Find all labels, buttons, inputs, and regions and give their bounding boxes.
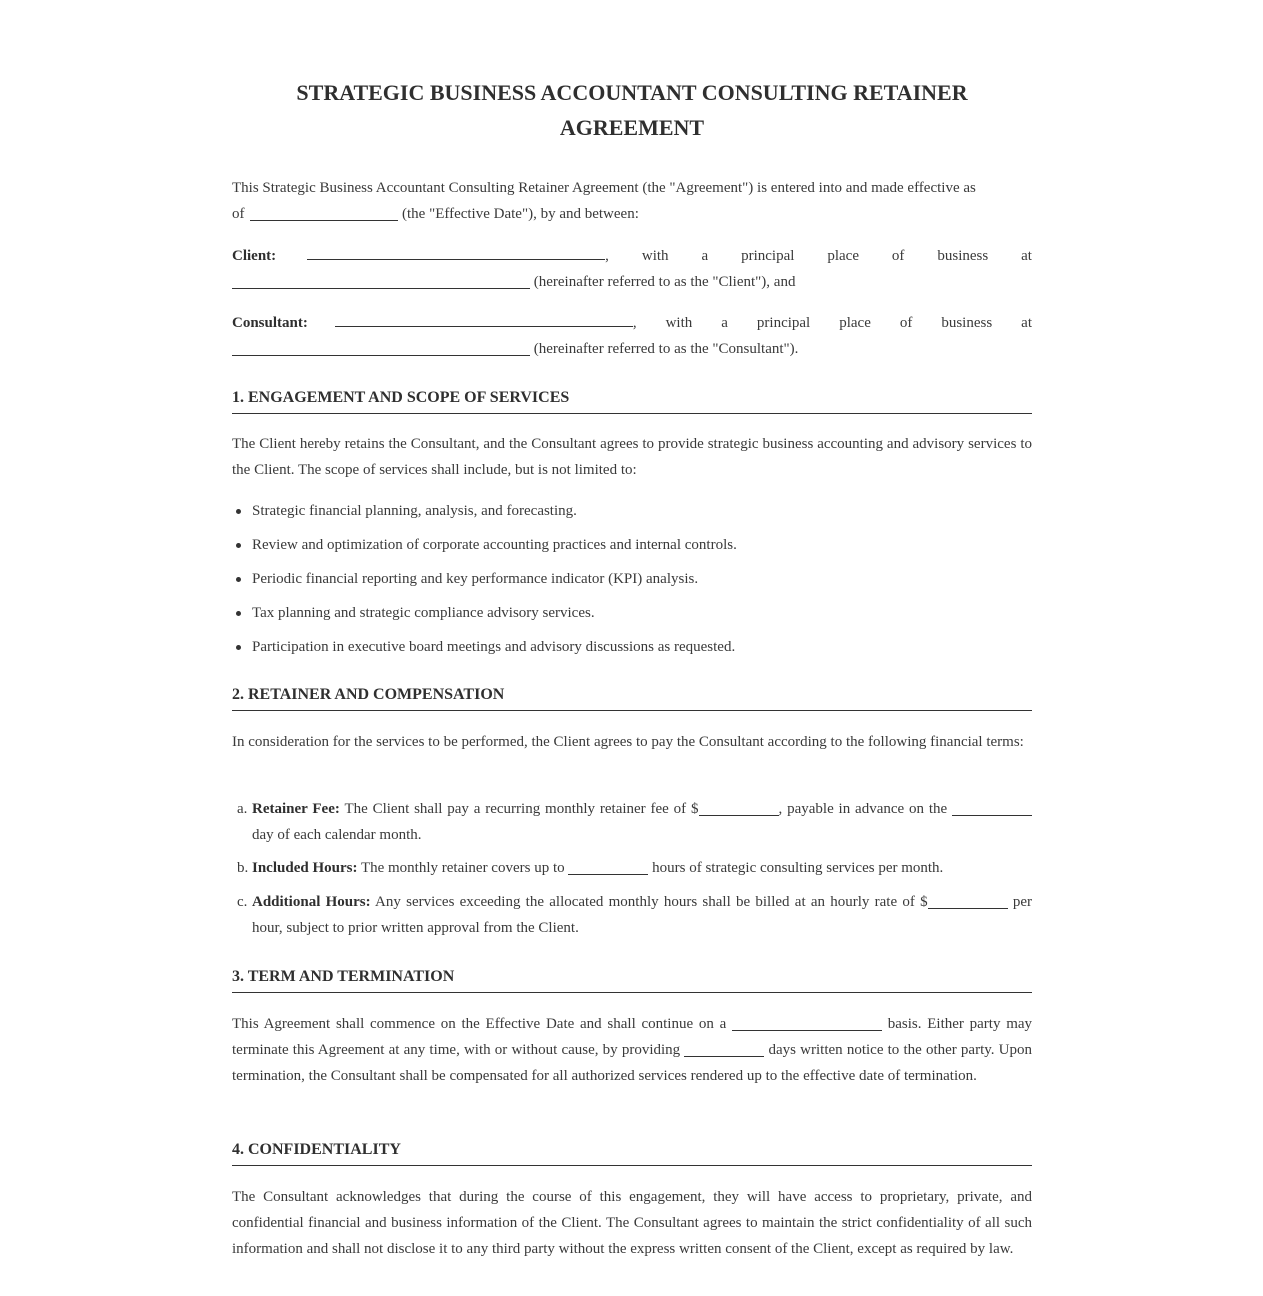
section-3-body xyxy=(232,1011,1032,1089)
item-marker: b. xyxy=(237,860,249,876)
consultant-name-blank[interactable] xyxy=(335,309,633,327)
consultant-block xyxy=(232,309,1032,362)
intro-text-c: (the "Effective Date"), by and between: xyxy=(402,206,639,222)
client-word-5: of xyxy=(891,248,905,264)
term-text-b: basis. Either party may terminate this Agreement at any time, with or without cause, by providing xyxy=(232,1016,1033,1058)
section-1-body: The Client hereby retains the Consultant, and the Consultant agrees to provide strategic business accounting and advisory services to the Client. The scope of services shall include, but is not limited to: xyxy=(232,436,1032,478)
consultant-address-blank[interactable] xyxy=(232,338,530,356)
client-block xyxy=(232,242,1032,295)
list-item xyxy=(232,566,1032,600)
additional-hours-text-a: Any services exceeding the allocated monthly hours shall be billed at an hourly rate of $ xyxy=(375,894,928,910)
client-tail: (hereinafter referred to as the "Client"), and xyxy=(533,274,796,290)
section-4-body: The Consultant acknowledges that during the course of this engagement, they will have access to proprietary, private, and confidential financial and business information of the Client. The Consultant agrees to maintain the strict confidentiality of all such information and shall not disclose it to any third party without the express written consent of the Client, except as required by law. xyxy=(232,1189,1032,1257)
monthly-fee-blank[interactable] xyxy=(699,798,779,816)
list-item xyxy=(232,634,1032,668)
consultant-word-7: at xyxy=(1021,315,1032,331)
consultant-word-5: of xyxy=(899,315,913,331)
retainer-fee-text-a: The Client shall pay a recurring monthly retainer fee of $ xyxy=(344,801,699,817)
additional-hours-text-b: per hour, subject to prior written approval from the Client. xyxy=(252,894,1033,936)
retainer-fee-label: Retainer Fee: xyxy=(252,801,340,817)
section-1-heading: 1. ENGAGEMENT AND SCOPE OF SERVICES xyxy=(232,389,1032,414)
client-word-4: place xyxy=(827,248,859,264)
additional-hours-item xyxy=(232,889,1032,941)
section-2-body: In consideration for the services to be performed, the Client agrees to pay the Consultant according to the following financial terms: xyxy=(232,734,1024,750)
list-item-text: Review and optimization of corporate accounting practices and internal controls. xyxy=(252,537,737,553)
title-line-1: STRATEGIC BUSINESS ACCOUNTANT CONSULTING RETAINER xyxy=(296,80,968,105)
included-hours-item xyxy=(232,855,1032,881)
document-title xyxy=(232,75,1032,145)
consultant-word-3: principal xyxy=(756,315,811,331)
consultant-label-group xyxy=(232,309,637,336)
retainer-fee-text-b: , payable in advance on the xyxy=(778,801,948,817)
included-hours-text-b: hours of strategic consulting services per month. xyxy=(652,860,944,876)
title-line-2: AGREEMENT xyxy=(559,115,705,140)
intro-line-2 xyxy=(232,201,1032,227)
client-comma: , xyxy=(605,248,609,264)
item-marker: a. xyxy=(237,801,248,817)
list-item xyxy=(232,498,1032,532)
list-item-text: Strategic financial planning, analysis, and forecasting. xyxy=(252,503,577,519)
included-hours-blank[interactable] xyxy=(568,857,648,875)
client-word-3: principal xyxy=(741,248,795,264)
term-text-a: This Agreement shall commence on the Effective Date and shall continue on a xyxy=(232,1016,727,1032)
list-item-text: Participation in executive board meetings and advisory discussions as requested. xyxy=(252,639,736,655)
list-item-text: Periodic financial reporting and key performance indicator (KPI) analysis. xyxy=(252,571,699,587)
consultant-tail: (hereinafter referred to as the "Consultant"). xyxy=(533,341,799,357)
consultant-word-6: business xyxy=(941,315,993,331)
included-hours-label: Included Hours: xyxy=(252,860,358,876)
intro-paragraph xyxy=(232,175,1032,227)
effective-date-blank[interactable] xyxy=(250,203,398,221)
client-word-1: with xyxy=(641,248,669,264)
additional-hours-label: Additional Hours: xyxy=(252,894,371,910)
list-item-text: Tax planning and strategic compliance advisory services. xyxy=(252,605,595,621)
bullet-icon xyxy=(236,645,241,650)
term-basis-blank[interactable] xyxy=(732,1013,882,1031)
retainer-fee-text-c: day of each calendar month. xyxy=(252,827,422,843)
client-word-2: a xyxy=(701,248,709,264)
client-name-blank[interactable] xyxy=(307,242,605,260)
intro-line-1 xyxy=(232,175,1032,201)
bullet-icon xyxy=(236,543,241,548)
client-word-7: at xyxy=(1021,248,1032,264)
hourly-rate-blank[interactable] xyxy=(928,891,1008,909)
client-address-blank[interactable] xyxy=(232,271,530,289)
consultant-label: Consultant: xyxy=(232,315,308,331)
item-marker: c. xyxy=(237,894,248,910)
client-label-group xyxy=(232,242,609,269)
section-3-heading: 3. TERM AND TERMINATION xyxy=(232,968,1032,993)
section-2-heading: 2. RETAINER AND COMPENSATION xyxy=(232,686,1032,711)
intro-text-b: of xyxy=(232,206,245,222)
consultant-line-1 xyxy=(232,309,1032,336)
client-word-6: business xyxy=(937,248,989,264)
list-item xyxy=(232,532,1032,566)
section-4-heading: 4. CONFIDENTIALITY xyxy=(232,1141,1032,1166)
services-list xyxy=(232,498,1032,668)
client-line-2 xyxy=(232,269,1032,295)
term-text-c: days written notice to the other party. Upon termination, the Consultant shall be compensated for all authorized services rendered up to the effective date of termination. xyxy=(232,1042,1033,1084)
intro-text-a: This Strategic Business Accountant Consulting Retainer Agreement (the "Agreement") is entered into and made effective as xyxy=(232,180,976,196)
list-item xyxy=(232,600,1032,634)
client-line-1 xyxy=(232,242,1032,269)
consultant-line-2 xyxy=(232,336,1032,362)
consultant-word-2: a xyxy=(721,315,728,331)
consultant-word-4: place xyxy=(839,315,871,331)
client-label: Client: xyxy=(232,248,277,264)
consultant-word-1: with xyxy=(665,315,693,331)
retainer-fee-item xyxy=(232,796,1032,848)
bullet-icon xyxy=(236,509,241,514)
bullet-icon xyxy=(236,577,241,582)
included-hours-text-a: The monthly retainer covers up to xyxy=(360,860,565,876)
notice-days-blank[interactable] xyxy=(684,1039,764,1057)
bullet-icon xyxy=(236,611,241,616)
retainer-fee-body xyxy=(252,796,1032,848)
included-hours-body xyxy=(252,855,1032,881)
consultant-comma: , xyxy=(632,315,637,331)
additional-hours-body xyxy=(252,889,1032,941)
payment-day-blank[interactable] xyxy=(952,798,1032,816)
